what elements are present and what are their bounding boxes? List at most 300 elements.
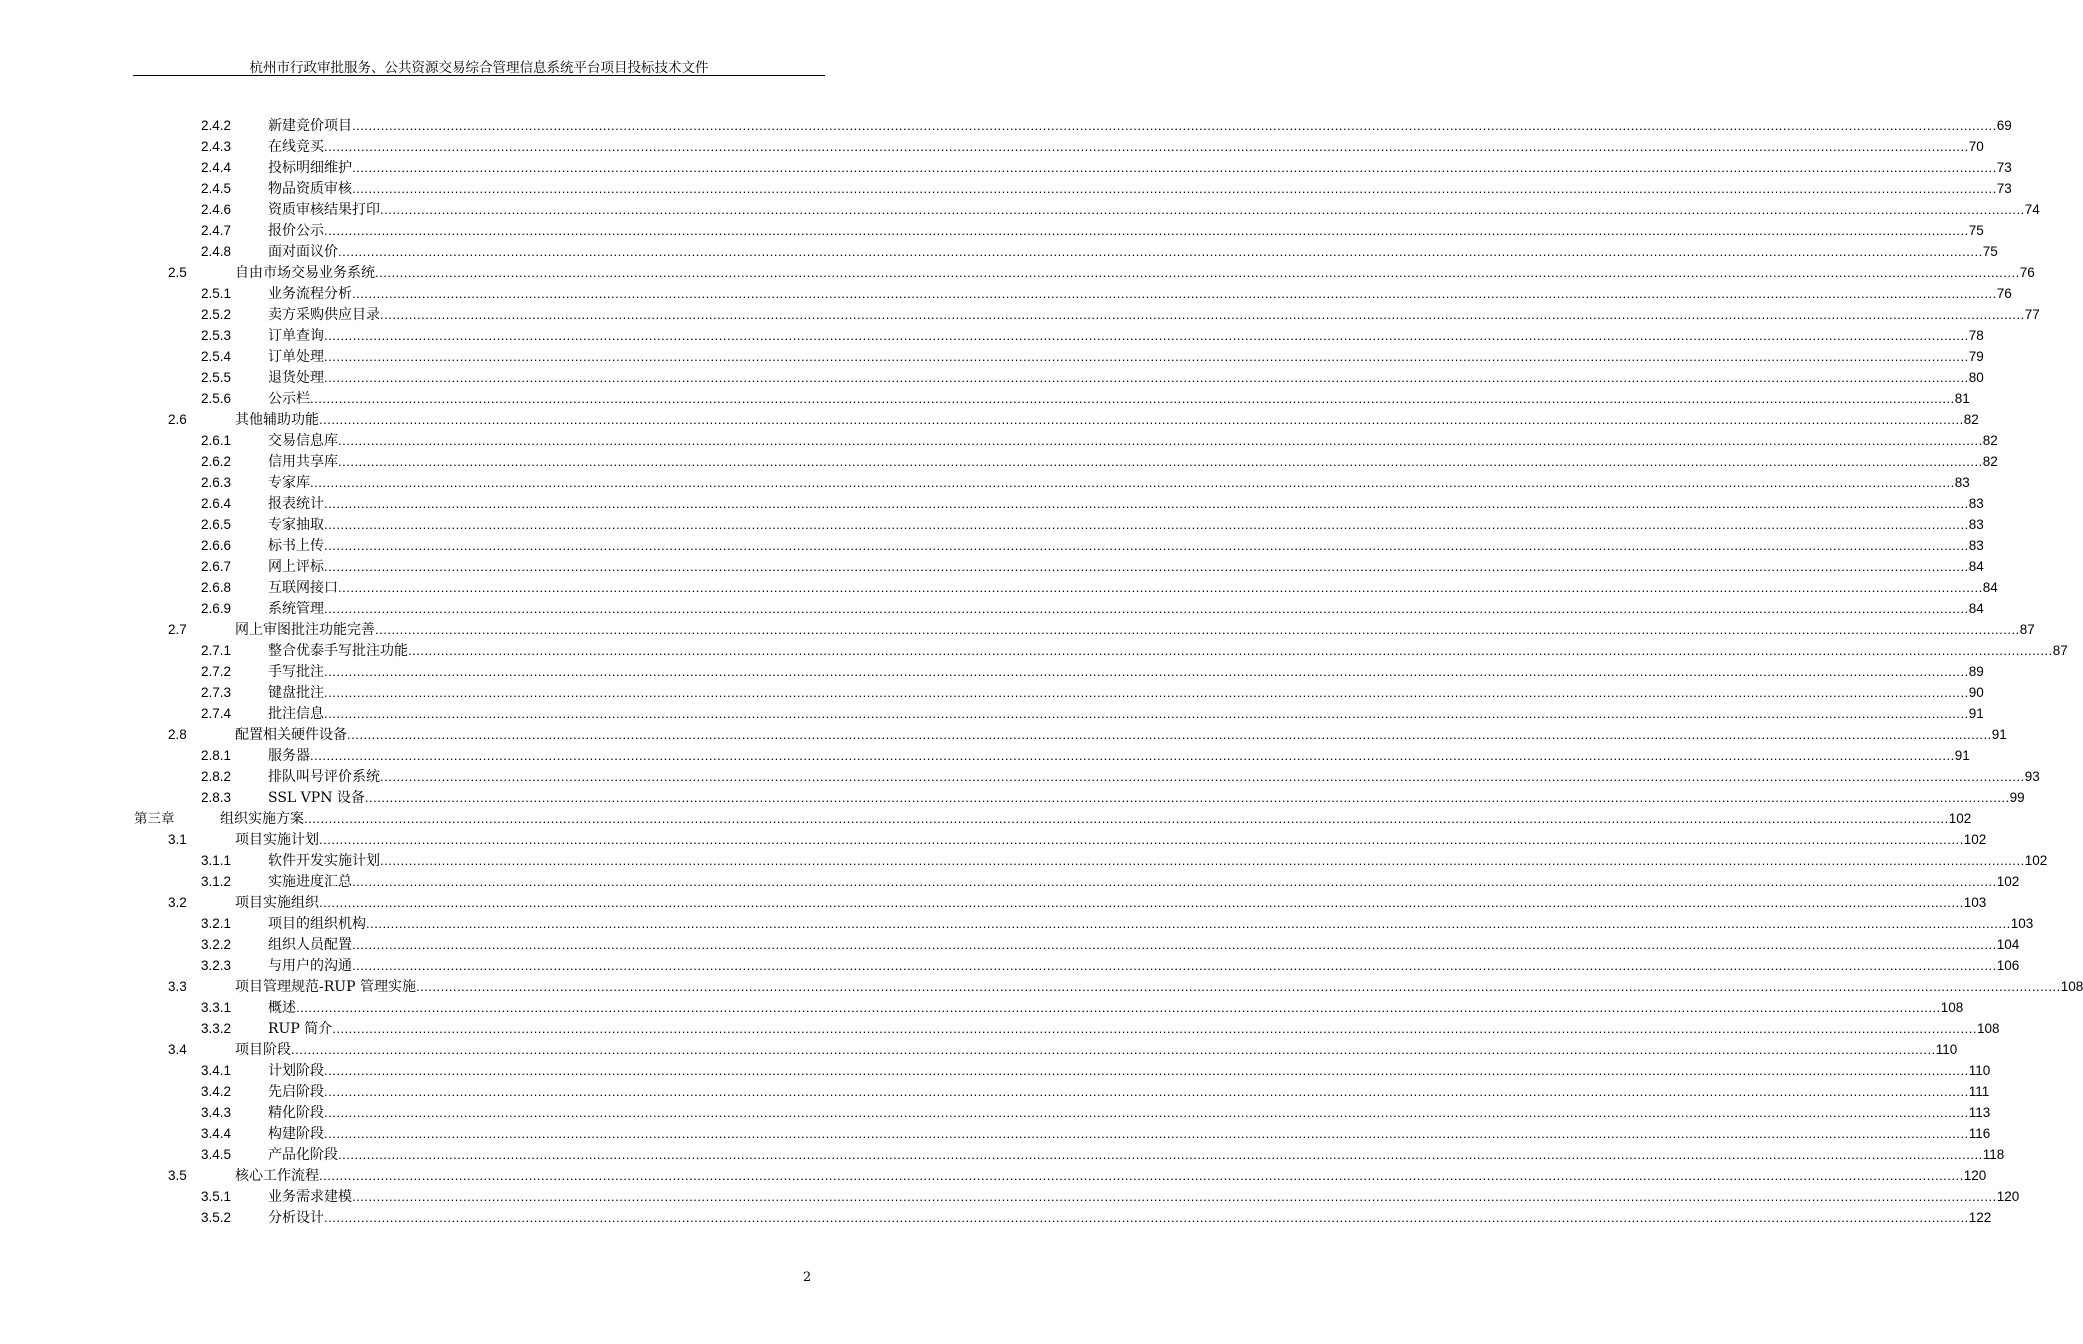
toc-entry-page: 69	[1996, 118, 2012, 133]
table-of-contents	[0, 115, 2083, 1228]
toc-entry-page: 76	[2019, 265, 2035, 280]
toc-entry-title: 投标明细维护	[268, 160, 352, 176]
toc-entry-title: 互联网接口	[268, 580, 338, 596]
toc-entry-page: 120	[1963, 1168, 1987, 1183]
header-divider	[133, 75, 825, 76]
toc-entry[interactable]	[0, 598, 1984, 619]
toc-entry[interactable]	[0, 115, 2012, 136]
toc-entry-number: 3.5.2	[201, 1210, 232, 1225]
toc-entry-number: 3.3.2	[201, 1021, 232, 1036]
toc-entry-line	[235, 976, 2083, 998]
toc-entry-page: 93	[2024, 769, 2040, 784]
toc-entry-number: 3.5.1	[201, 1189, 232, 1204]
toc-dot-leader: ................................................................................................................................................................................................................................................................................................................................................................................................................	[291, 1042, 1936, 1057]
toc-entry-line	[268, 199, 2040, 221]
toc-entry[interactable]	[0, 409, 1979, 430]
toc-entry-number: 3.2.2	[201, 937, 232, 952]
toc-dot-leader: ................................................................................................................................................................................................................................................................................................................................................................................................................	[324, 349, 1969, 364]
toc-entry-page: 75	[1982, 244, 1998, 259]
toc-dot-leader: ................................................................................................................................................................................................................................................................................................................................................................................................................	[324, 370, 1969, 385]
toc-entry-title: 业务流程分析	[268, 286, 352, 302]
toc-dot-leader: ................................................................................................................................................................................................................................................................................................................................................................................................................	[352, 286, 1997, 301]
toc-dot-leader: ................................................................................................................................................................................................................................................................................................................................................................................................................	[352, 874, 1997, 889]
toc-entry-number: 3.1.2	[201, 874, 232, 889]
toc-dot-leader: ................................................................................................................................................................................................................................................................................................................................................................................................................	[296, 1000, 1941, 1015]
toc-entry-number: 2.4.3	[201, 139, 232, 154]
toc-entry-title: 项目管理规范-RUP 管理实施	[235, 979, 416, 995]
toc-entry-page: 84	[1968, 559, 1984, 574]
toc-entry-page: 110	[1968, 1063, 1991, 1078]
toc-entry-line	[268, 535, 1984, 557]
toc-entry-number: 2.5.5	[201, 370, 232, 385]
toc-entry-title: RUP 简介	[268, 1021, 333, 1037]
toc-entry[interactable]	[0, 703, 1984, 724]
toc-entry-title: 项目阶段	[235, 1042, 291, 1058]
toc-entry-line	[268, 283, 2012, 305]
toc-dot-leader: ................................................................................................................................................................................................................................................................................................................................................................................................................	[415, 979, 2061, 994]
toc-dot-leader: ................................................................................................................................................................................................................................................................................................................................................................................................................	[380, 769, 2025, 784]
toc-entry-line	[268, 115, 2012, 137]
toc-entry-title: 卖方采购供应目录	[268, 307, 380, 323]
toc-entry-title: 报表统计	[268, 496, 324, 512]
toc-entry[interactable]	[0, 304, 2040, 325]
toc-entry-title: 订单查询	[268, 328, 324, 344]
toc-entry[interactable]	[0, 1186, 2020, 1207]
toc-entry-line	[268, 1123, 1991, 1145]
toc-entry[interactable]	[0, 892, 1987, 913]
toc-entry-title: 键盘批注	[268, 685, 324, 701]
toc-entry-number: 3.1.1	[201, 853, 232, 868]
toc-entry[interactable]	[0, 1018, 2000, 1039]
toc-dot-leader: ................................................................................................................................................................................................................................................................................................................................................................................................................	[347, 727, 1992, 742]
toc-dot-leader: ................................................................................................................................................................................................................................................................................................................................................................................................................	[352, 181, 1997, 196]
toc-entry-page: 77	[2024, 307, 2040, 322]
toc-entry[interactable]	[0, 955, 2020, 976]
toc-entry[interactable]	[0, 808, 1972, 829]
toc-entry-line	[268, 220, 1984, 242]
toc-entry-title: 项目的组织机构	[268, 916, 366, 932]
toc-entry-number: 3.2.3	[201, 958, 232, 973]
toc-entry-line	[268, 304, 2040, 326]
toc-entry-line	[268, 682, 1984, 704]
toc-entry-line	[235, 619, 2035, 641]
toc-entry-line	[235, 1165, 1987, 1187]
toc-entry-page: 103	[1963, 895, 1987, 910]
toc-entry-page: 74	[2024, 202, 2040, 217]
toc-entry[interactable]	[0, 871, 2020, 892]
toc-entry-number: 2.4.8	[201, 244, 232, 259]
toc-entry-page: 75	[1968, 223, 1984, 238]
toc-entry[interactable]	[0, 1102, 1991, 1123]
toc-entry-page: 83	[1968, 517, 1984, 532]
toc-entry-line	[268, 346, 1984, 368]
toc-entry-title: 网上评标	[268, 559, 324, 575]
toc-entry[interactable]	[0, 1207, 1992, 1228]
toc-entry-line	[268, 514, 1984, 536]
toc-dot-leader: ................................................................................................................................................................................................................................................................................................................................................................................................................	[324, 1084, 1969, 1099]
toc-entry-line	[268, 1144, 2005, 1166]
toc-entry-number: 3.3	[168, 979, 187, 994]
page-number: 2	[803, 1270, 812, 1285]
toc-entry-page: 78	[1968, 328, 1984, 343]
toc-entry-number: 2.5	[168, 265, 187, 280]
toc-entry-title: 专家库	[268, 475, 310, 491]
toc-dot-leader: ................................................................................................................................................................................................................................................................................................................................................................................................................	[338, 1147, 1983, 1162]
toc-entry[interactable]	[0, 199, 2040, 220]
toc-entry-line	[268, 766, 2040, 788]
toc-entry-title: 资质审核结果打印	[268, 202, 380, 218]
toc-entry-line	[235, 262, 2035, 284]
toc-entry-number: 2.7	[168, 622, 187, 637]
toc-entry-page: 80	[1968, 370, 1984, 385]
toc-entry-title: 先启阶段	[268, 1084, 324, 1100]
toc-entry[interactable]	[0, 262, 2035, 283]
toc-entry[interactable]	[0, 535, 1984, 556]
toc-entry-line	[268, 1102, 1991, 1124]
toc-entry-page: 116	[1968, 1126, 1991, 1141]
toc-entry-page: 91	[1991, 727, 2007, 742]
toc-entry[interactable]	[0, 346, 1984, 367]
toc-entry-page: 120	[1996, 1189, 2020, 1204]
toc-entry-number: 2.6.2	[201, 454, 232, 469]
toc-entry-title: 标书上传	[268, 538, 324, 554]
toc-entry-page: 91	[1954, 748, 1970, 763]
toc-entry-line	[268, 430, 1998, 452]
toc-entry-number: 2.6.3	[201, 475, 232, 490]
toc-dot-leader: ................................................................................................................................................................................................................................................................................................................................................................................................................	[332, 1021, 1977, 1036]
toc-entry-line	[268, 640, 2068, 662]
toc-entry-title: 公示栏	[268, 391, 310, 407]
toc-dot-leader: ................................................................................................................................................................................................................................................................................................................................................................................................................	[380, 202, 2025, 217]
toc-dot-leader: ................................................................................................................................................................................................................................................................................................................................................................................................................	[352, 1189, 1997, 1204]
toc-entry[interactable]	[0, 472, 1970, 493]
toc-entry-number: 2.7.1	[201, 643, 232, 658]
toc-entry[interactable]	[0, 976, 2083, 997]
toc-entry[interactable]	[0, 325, 1984, 346]
toc-entry-page: 102	[2024, 853, 2048, 868]
toc-dot-leader: ................................................................................................................................................................................................................................................................................................................................................................................................................	[366, 916, 2011, 931]
toc-entry[interactable]	[0, 724, 2007, 745]
toc-entry-title: 项目实施组织	[235, 895, 319, 911]
toc-entry-line	[220, 808, 1972, 830]
toc-entry-line	[268, 745, 1970, 767]
toc-entry-number: 2.5.2	[201, 307, 232, 322]
toc-entry[interactable]	[0, 220, 1984, 241]
toc-entry-title: 手写批注	[268, 664, 324, 680]
toc-dot-leader: ................................................................................................................................................................................................................................................................................................................................................................................................................	[304, 811, 1949, 826]
toc-dot-leader: ................................................................................................................................................................................................................................................................................................................................................................................................................	[324, 496, 1969, 511]
toc-entry-line	[268, 556, 1984, 578]
toc-entry-number: 2.4.5	[201, 181, 232, 196]
toc-entry-line	[268, 703, 1984, 725]
toc-entry-page: 103	[2010, 916, 2034, 931]
toc-dot-leader: ................................................................................................................................................................................................................................................................................................................................................................................................................	[380, 307, 2025, 322]
toc-entry-number: 2.5.3	[201, 328, 232, 343]
toc-entry-page: 70	[1968, 139, 1984, 154]
toc-entry-line	[268, 178, 2012, 200]
toc-entry-title: 信用共享库	[268, 454, 338, 470]
toc-entry-page: 99	[2009, 790, 2025, 805]
toc-entry-page: 81	[1954, 391, 1970, 406]
toc-entry[interactable]	[0, 514, 1984, 535]
toc-dot-leader: ................................................................................................................................................................................................................................................................................................................................................................................................................	[324, 1063, 1969, 1078]
toc-entry-title: 计划阶段	[268, 1063, 324, 1079]
toc-entry-number: 2.6.4	[201, 496, 232, 511]
toc-entry-line	[268, 472, 1970, 494]
toc-dot-leader: ................................................................................................................................................................................................................................................................................................................................................................................................................	[338, 580, 1983, 595]
toc-dot-leader: ................................................................................................................................................................................................................................................................................................................................................................................................................	[338, 433, 1983, 448]
toc-entry-title: 系统管理	[268, 601, 324, 617]
toc-entry-title: 服务器	[268, 748, 310, 764]
toc-entry-number: 3.4.2	[201, 1084, 232, 1099]
toc-entry-title: 核心工作流程	[235, 1168, 319, 1184]
toc-entry-number: 3.4.5	[201, 1147, 232, 1162]
toc-dot-leader: ................................................................................................................................................................................................................................................................................................................................................................................................................	[324, 1210, 1969, 1225]
toc-entry-line	[268, 913, 2034, 935]
toc-entry-number: 2.6	[168, 412, 187, 427]
toc-entry-title: 实施进度汇总	[268, 874, 352, 890]
toc-entry-page: 84	[1982, 580, 1998, 595]
toc-dot-leader: ................................................................................................................................................................................................................................................................................................................................................................................................................	[352, 160, 1997, 175]
toc-entry-page: 76	[1996, 286, 2012, 301]
toc-entry-page: 102	[1948, 811, 1972, 826]
toc-entry[interactable]	[0, 934, 2020, 955]
toc-entry-number: 3.3.1	[201, 1000, 232, 1015]
toc-entry[interactable]	[0, 1123, 1991, 1144]
toc-entry-title: SSL VPN 设备	[268, 790, 365, 806]
toc-entry-line	[268, 1060, 1991, 1082]
toc-entry[interactable]	[0, 1165, 1987, 1186]
toc-entry-page: 113	[1968, 1105, 1991, 1120]
toc-entry[interactable]	[0, 493, 1984, 514]
toc-dot-leader: ................................................................................................................................................................................................................................................................................................................................................................................................................	[319, 412, 1964, 427]
toc-entry[interactable]	[0, 619, 2035, 640]
toc-entry-line	[268, 850, 2048, 872]
toc-entry-number: 3.5	[168, 1168, 187, 1183]
toc-entry-line	[268, 871, 2020, 893]
toc-entry-page: 87	[2052, 643, 2068, 658]
toc-entry-number: 2.8.3	[201, 790, 232, 805]
toc-entry-number: 2.7.4	[201, 706, 232, 721]
toc-entry-page: 108	[1940, 1000, 1964, 1015]
toc-entry-page: 83	[1954, 475, 1970, 490]
toc-entry-number: 2.6.9	[201, 601, 232, 616]
toc-entry[interactable]	[0, 1060, 1991, 1081]
toc-entry-page: 83	[1968, 496, 1984, 511]
toc-entry-page: 89	[1968, 664, 1984, 679]
toc-entry-number: 2.7.2	[201, 664, 232, 679]
toc-entry-page: 118	[1982, 1147, 2005, 1162]
toc-entry-title: 退货处理	[268, 370, 324, 386]
toc-entry-number: 3.4	[168, 1042, 187, 1057]
toc-entry-line	[268, 577, 1998, 599]
toc-entry-title: 批注信息	[268, 706, 324, 722]
toc-entry-page: 111	[1968, 1084, 1990, 1099]
toc-entry[interactable]	[0, 766, 2040, 787]
toc-entry-number: 3.4.4	[201, 1126, 232, 1141]
toc-entry[interactable]	[0, 913, 2034, 934]
toc-dot-leader: ................................................................................................................................................................................................................................................................................................................................................................................................................	[324, 1105, 1969, 1120]
toc-dot-leader: ................................................................................................................................................................................................................................................................................................................................................................................................................	[364, 790, 2010, 805]
toc-entry-line	[268, 1186, 2020, 1208]
toc-entry-number: 3.4.3	[201, 1105, 232, 1120]
toc-entry[interactable]	[0, 157, 2012, 178]
toc-entry[interactable]	[0, 787, 2025, 808]
toc-entry[interactable]	[0, 136, 1984, 157]
toc-entry-line	[268, 1081, 1990, 1103]
toc-entry-line	[235, 829, 1987, 851]
toc-entry-line	[268, 325, 1984, 347]
toc-entry-number: 2.8	[168, 727, 187, 742]
toc-entry-line	[268, 598, 1984, 620]
toc-entry-number: 2.4.7	[201, 223, 232, 238]
toc-entry-page: 82	[1982, 454, 1998, 469]
toc-entry-number: 2.6.7	[201, 559, 232, 574]
toc-dot-leader: ................................................................................................................................................................................................................................................................................................................................................................................................................	[310, 475, 1955, 490]
toc-entry-page: 82	[1963, 412, 1979, 427]
toc-entry-title: 订单处理	[268, 349, 324, 365]
toc-entry-title: 在线竞买	[268, 139, 324, 155]
toc-entry-title: 构建阶段	[268, 1126, 324, 1142]
toc-entry-number: 2.6.8	[201, 580, 232, 595]
toc-entry-number: 2.6.1	[201, 433, 232, 448]
toc-entry-line	[268, 997, 1964, 1019]
toc-dot-leader: ................................................................................................................................................................................................................................................................................................................................................................................................................	[380, 853, 2025, 868]
toc-entry[interactable]	[0, 745, 1970, 766]
toc-entry[interactable]	[0, 430, 1998, 451]
toc-entry-page: 106	[1996, 958, 2020, 973]
toc-entry-line	[268, 157, 2012, 179]
toc-entry-number: 第三章	[134, 811, 175, 826]
toc-entry-page: 122	[1968, 1210, 1992, 1225]
toc-dot-leader: ................................................................................................................................................................................................................................................................................................................................................................................................................	[324, 1126, 1969, 1141]
toc-dot-leader: ................................................................................................................................................................................................................................................................................................................................................................................................................	[319, 1168, 1964, 1183]
toc-entry-title: 产品化阶段	[268, 1147, 338, 1163]
toc-entry[interactable]	[0, 283, 2012, 304]
toc-entry-page: 91	[1968, 706, 1984, 721]
toc-entry[interactable]	[0, 556, 1984, 577]
toc-entry[interactable]	[0, 1144, 2005, 1165]
toc-dot-leader: ................................................................................................................................................................................................................................................................................................................................................................................................................	[375, 265, 2020, 280]
toc-entry-page: 73	[1996, 181, 2012, 196]
toc-entry-line	[235, 892, 1987, 914]
toc-dot-leader: ................................................................................................................................................................................................................................................................................................................................................................................................................	[324, 601, 1969, 616]
toc-entry-title: 排队叫号评价系统	[268, 769, 380, 785]
toc-entry-title: 专家抽取	[268, 517, 324, 533]
toc-entry-title: 项目实施计划	[235, 832, 319, 848]
toc-dot-leader: ................................................................................................................................................................................................................................................................................................................................................................................................................	[324, 685, 1969, 700]
toc-entry-title: 概述	[268, 1000, 296, 1016]
toc-entry-title: 分析设计	[268, 1210, 324, 1226]
toc-dot-leader: ................................................................................................................................................................................................................................................................................................................................................................................................................	[324, 664, 1969, 679]
toc-entry[interactable]	[0, 661, 1984, 682]
toc-entry-title: 整合优泰手写批注功能	[268, 643, 408, 659]
toc-entry-title: 交易信息库	[268, 433, 338, 449]
toc-dot-leader: ................................................................................................................................................................................................................................................................................................................................................................................................................	[352, 958, 1997, 973]
toc-dot-leader: ................................................................................................................................................................................................................................................................................................................................................................................................................	[324, 139, 1969, 154]
toc-entry-title: 与用户的沟通	[268, 958, 352, 974]
toc-entry-line	[268, 451, 1998, 473]
toc-entry-page: 83	[1968, 538, 1984, 553]
toc-dot-leader: ................................................................................................................................................................................................................................................................................................................................................................................................................	[375, 622, 2020, 637]
toc-entry-number: 2.4.6	[201, 202, 232, 217]
toc-entry-title: 面对面议价	[268, 244, 338, 260]
toc-entry-page: 110	[1935, 1042, 1958, 1057]
toc-entry-line	[268, 955, 2020, 977]
toc-entry[interactable]	[0, 241, 1998, 262]
toc-entry[interactable]	[0, 829, 1987, 850]
toc-dot-leader: ................................................................................................................................................................................................................................................................................................................................................................................................................	[352, 118, 1997, 133]
toc-entry-page: 84	[1968, 601, 1984, 616]
toc-entry-line	[268, 1018, 2000, 1040]
toc-entry-number: 3.2	[168, 895, 187, 910]
toc-entry-title: 配置相关硬件设备	[235, 727, 347, 743]
toc-entry[interactable]	[0, 388, 1970, 409]
toc-entry-page: 87	[2019, 622, 2035, 637]
toc-entry-title: 业务需求建模	[268, 1189, 352, 1205]
toc-entry-title: 组织人员配置	[268, 937, 352, 953]
toc-entry-line	[268, 388, 1970, 410]
toc-entry-number: 2.8.1	[201, 748, 232, 763]
toc-dot-leader: ................................................................................................................................................................................................................................................................................................................................................................................................................	[310, 391, 1955, 406]
toc-entry[interactable]	[0, 577, 1998, 598]
toc-entry-line	[268, 493, 1984, 515]
toc-entry-title: 网上审图批注功能完善	[235, 622, 375, 638]
toc-entry-number: 2.5.4	[201, 349, 232, 364]
toc-dot-leader: ................................................................................................................................................................................................................................................................................................................................................................................................................	[324, 706, 1969, 721]
toc-entry-title: 新建竞价项目	[268, 118, 352, 134]
toc-entry-page: 82	[1982, 433, 1998, 448]
toc-entry-line	[268, 934, 2020, 956]
toc-dot-leader: ................................................................................................................................................................................................................................................................................................................................................................................................................	[324, 559, 1969, 574]
toc-entry-title: 物品资质审核	[268, 181, 352, 197]
toc-entry-title: 软件开发实施计划	[268, 853, 380, 869]
toc-dot-leader: ................................................................................................................................................................................................................................................................................................................................................................................................................	[338, 244, 1983, 259]
toc-entry-page: 79	[1968, 349, 1984, 364]
toc-entry[interactable]	[0, 1039, 1958, 1060]
toc-dot-leader: ................................................................................................................................................................................................................................................................................................................................................................................................................	[352, 937, 1997, 952]
toc-dot-leader: ................................................................................................................................................................................................................................................................................................................................................................................................................	[324, 223, 1969, 238]
toc-dot-leader: ................................................................................................................................................................................................................................................................................................................................................................................................................	[319, 895, 1964, 910]
toc-entry-number: 2.5.6	[201, 391, 232, 406]
toc-entry[interactable]	[0, 850, 2048, 871]
toc-entry-number: 2.7.3	[201, 685, 232, 700]
toc-entry[interactable]	[0, 640, 2068, 661]
toc-entry-page: 104	[1996, 937, 2020, 952]
toc-entry-line	[268, 661, 1984, 683]
toc-entry-number: 2.8.2	[201, 769, 232, 784]
toc-entry-title: 自由市场交易业务系统	[235, 265, 375, 281]
toc-entry[interactable]	[0, 1081, 1990, 1102]
toc-dot-leader: ................................................................................................................................................................................................................................................................................................................................................................................................................	[408, 643, 2053, 658]
toc-entry-number: 2.5.1	[201, 286, 232, 301]
toc-entry-line	[235, 1039, 1958, 1061]
toc-dot-leader: ................................................................................................................................................................................................................................................................................................................................................................................................................	[324, 328, 1969, 343]
toc-entry[interactable]	[0, 997, 1964, 1018]
toc-entry-line	[268, 787, 2025, 809]
toc-entry-number: 3.2.1	[201, 916, 232, 931]
toc-entry-line	[268, 1207, 1992, 1229]
toc-entry[interactable]	[0, 682, 1984, 703]
toc-entry-page: 90	[1968, 685, 1984, 700]
toc-entry-page: 102	[1963, 832, 1987, 847]
toc-entry[interactable]	[0, 367, 1984, 388]
toc-entry[interactable]	[0, 451, 1998, 472]
toc-entry[interactable]	[0, 178, 2012, 199]
toc-dot-leader: ................................................................................................................................................................................................................................................................................................................................................................................................................	[338, 454, 1983, 469]
toc-entry-page: 108	[2060, 979, 2083, 994]
toc-entry-page: 73	[1996, 160, 2012, 175]
